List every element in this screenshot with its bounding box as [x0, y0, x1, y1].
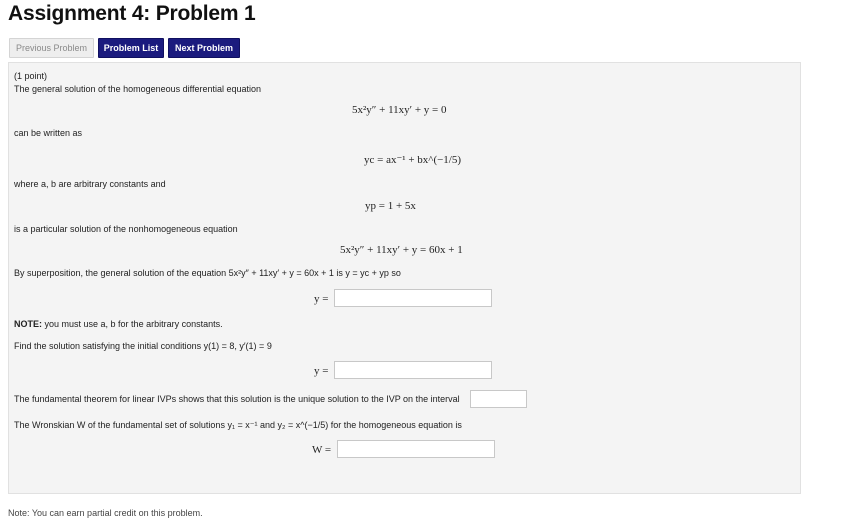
can-be-written-text: can be written as [14, 128, 83, 138]
next-problem-button[interactable]: Next Problem [168, 38, 240, 58]
note-text: you must use a, b for the arbitrary constants. [44, 319, 223, 329]
yc-expression [364, 153, 461, 166]
interval-input[interactable] [470, 390, 527, 408]
equation-nonhomogeneous-text: 5x²y″ + 11xy′ + y = 60x + 1 [340, 244, 463, 256]
yp-expression-text: yp = 1 + 5x [365, 200, 416, 212]
ivp-solution-input[interactable] [334, 361, 492, 379]
fundamental-text: The fundamental theorem for linear IVPs shows that this solution is the unique solution to the IVP on the interval [14, 394, 460, 404]
points-label: (1 point) [14, 71, 48, 81]
yp-expression [365, 200, 416, 212]
page-title: Assignment 4: Problem 1 [8, 2, 256, 25]
equation-homogeneous-text: 5x²y″ + 11xy′ + y = 0 [352, 104, 447, 116]
superposition-text: By superposition, the general solution of the equation 5x²y″ + 11xy′ + y = 60x + 1 is y = yc + yp so [14, 268, 401, 278]
y-label-1: y = [314, 293, 329, 305]
note-line [14, 319, 223, 329]
ivp-text: Find the solution satisfying the initial conditions y(1) = 8, y′(1) = 9 [14, 341, 272, 351]
problem-panel [8, 62, 801, 494]
previous-problem-button[interactable]: Previous Problem [9, 38, 94, 58]
problem-list-button[interactable]: Problem List [98, 38, 164, 58]
intro-text: The general solution of the homogeneous differential equation [14, 84, 262, 94]
partial-credit-note: Note: You can earn partial credit on this problem. [8, 508, 203, 518]
wronskian-input[interactable] [337, 440, 495, 458]
particular-text: is a particular solution of the nonhomogeneous equation [14, 224, 238, 234]
equation-homogeneous [352, 104, 447, 116]
yc-expression-text: yc = ax⁻¹ + bx^(−1/5) [364, 154, 462, 166]
equation-nonhomogeneous [340, 244, 463, 256]
w-label: W = [312, 444, 332, 456]
y-label-2: y = [314, 365, 329, 377]
general-solution-input[interactable] [334, 289, 492, 307]
where-text: where a, b are arbitrary constants and [14, 179, 166, 189]
wronskian-text: The Wronskian W of the fundamental set of solutions y₁ = x⁻¹ and y₂ = x^(−1/5) for the homogeneous equation is [14, 420, 462, 430]
note-label: NOTE: [14, 319, 42, 329]
